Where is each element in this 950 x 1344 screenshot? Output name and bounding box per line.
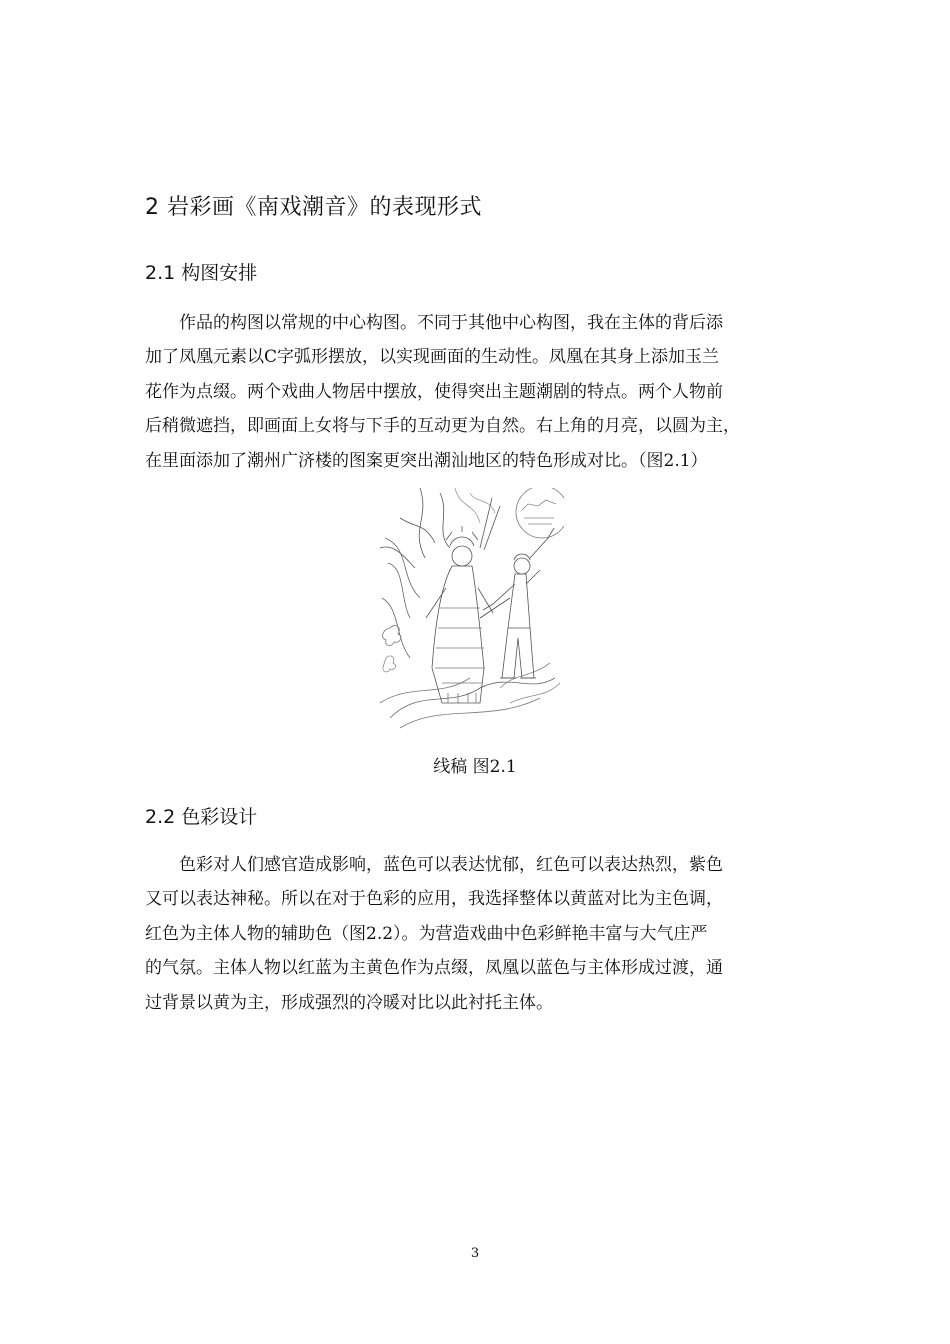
paragraph-line: 过背景以黄为主，形成强烈的冷暖对比以此衬托主体。 <box>145 993 553 1013</box>
figure-caption: 线稿 图2.1 <box>433 757 517 777</box>
line-drawing-illustration-icon <box>380 488 564 732</box>
section-heading-composition: 2.1 构图安排 <box>145 262 258 284</box>
page-number: 3 <box>470 1246 480 1261</box>
paragraph-line: 作品的构图以常规的中心构图。不同于其他中心构图，我在主体的背后添 <box>179 313 723 333</box>
paragraph-line: 在里面添加了潮州广济楼的图案更突出潮汕地区的特色形成对比。（图2.1） <box>145 451 708 471</box>
paragraph-line: 后稍微遮挡，即画面上女将与下手的互动更为自然。右上角的月亮，以圆为主， <box>145 416 740 436</box>
paragraph-line: 红色为主体人物的辅助色（图2.2）。为营造戏曲中色彩鲜艳丰富与大气庄严 <box>145 924 708 944</box>
section-heading-color: 2.2 色彩设计 <box>145 806 258 828</box>
paragraph-line: 加了凤凰元素以C字弧形摆放，以实现画面的生动性。凤凰在其身上添加玉兰 <box>145 347 720 367</box>
chapter-heading: 2 岩彩画《南戏潮音》的表现形式 <box>145 195 482 220</box>
paragraph-line: 又可以表达神秘。所以在对于色彩的应用，我选择整体以黄蓝对比为主色调， <box>145 889 723 909</box>
paragraph-line: 的气氛。主体人物以红蓝为主黄色作为点缀，凤凰以蓝色与主体形成过渡，通 <box>145 958 723 978</box>
paragraph-line: 色彩对人们感官造成影响，蓝色可以表达忧郁，红色可以表达热烈，紫色 <box>179 855 723 875</box>
paragraph-line: 花作为点缀。两个戏曲人物居中摆放，使得突出主题潮剧的特点。两个人物前 <box>145 382 723 402</box>
line-drawing-figure <box>380 488 564 732</box>
